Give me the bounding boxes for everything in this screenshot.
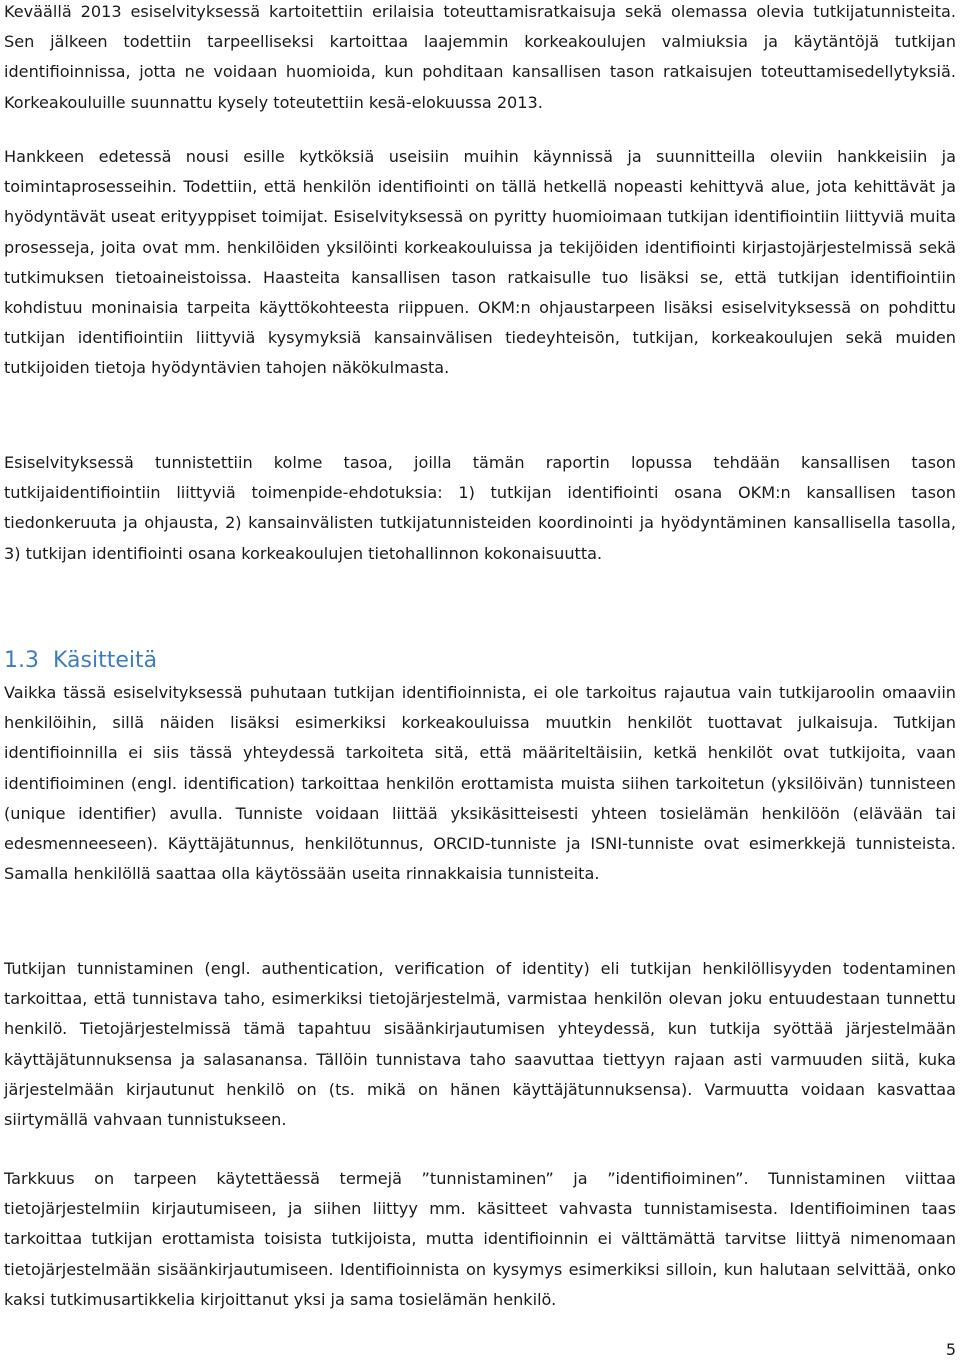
page-number: 5 [945,1340,956,1359]
paragraph-three-levels: Esiselvityksessä tunnistettiin kolme tasoa, joilla tämän raportin lopussa tehdään kansallisen tason tutkijaidentifiointiin liittyviä toimenpide-ehdotuksia: 1) tutkijan identifiointi osana OKM:n kansallisen tason tiedonkeruuta ja ohjausta, 2) kansainvälisten tutkijatunnisteiden koordinointi ja hyödyntäminen kansallisella tasolla, 3) tutkijan identifiointi osana korkeakoulujen tietohallinnon kokonaisuutta. [4,453,956,563]
section-title: Käsitteitä [53,648,158,673]
paragraph-authentication-definition: Tutkijan tunnistaminen (engl. authentication, verification of identity) eli tutkijan henkilöllisyyden todentaminen tarkoittaa, että tunnistava taho, esimerkiksi tietojärjestelmä, varmistaa henkilön olevan joku entuudestaan tunnettu henkilö. Tietojärjestelmissä tämä tapahtuu sisäänkirjautumisen yhteydessä, kun tutkija syöttää järjestelmään käyttäjätunnuksensa ja salasanansa. Tällöin tunnistava taho saavuttaa tiettyyn rajaan asti varmuuden siitä, kuka järjestelmään kirjautunut henkilö on (ts. mikä on hänen käyttäjätunnuksensa). Varmuutta voidaan kasvattaa siirtymällä vahvaan tunnistukseen. [4,959,956,1130]
paragraph-related-projects: Hankkeen edetessä nousi esille kytköksiä useisiin muihin käynnissä ja suunnitteilla oleviin hankkeisiin ja toimintaprosesseihin. Todettiin, että henkilön identifiointi on tällä hetkellä nopeasti kehittyvä alue, jota kehittävät ja hyödyntävät useat erityyppiset toimijat. Esiselvityksessä on pyritty huomioimaan tutkijan identifiointiin liittyviä muita prosesseja, joita ovat mm. henkilöiden yksilöinti korkeakouluissa ja tekijöiden identifiointi kirjastojärjestelmissä sekä tutkimuksen tietoaineistoissa. Haasteita kansallisen tason ratkaisulle tuo lisäksi se, että tutkijan identifiointiin kohdistuu moninaisia tarpeita käyttökohteesta riippuen. OKM:n ohjaustarpeen lisäksi esiselvityksessä on pohdittu tutkijan identifiointiin liittyviä kysymyksiä kansainvälisen tiedeyhteisön, tutkijan, korkeakoulujen sekä muiden tutkijoiden tietoja hyödyntävien tahojen näkökulmasta. [4,147,956,378]
section-heading [4,646,157,676]
paragraph-identification-definition: Vaikka tässä esiselvityksessä puhutaan tutkijan identifioinnista, ei ole tarkoitus rajautua vain tutkijaroolin omaaviin henkilöihin, sillä näiden lisäksi esimerkiksi korkeakouluissa muutkin henkilöt tuottavat julkaisuja. Tutkijan identifioinnilla ei siis tässä yhteydessä tarkoiteta sitä, että määriteltäisiin, ketkä henkilöt ovat tutkijoita, vaan identifioiminen (engl. identification) tarkoittaa henkilön erottamista muista siihen tarkoitetun (yksilöivän) tunnisteen (unique identifier) avulla. Tunniste voidaan liittää yksikäsitteisesti yhteen tosielämän henkilöön (elävään tai edesmenneeseen). Käyttäjätunnus, henkilötunnus, ORCID-tunniste ja ISNI-tunniste ovat esimerkkejä tunnisteista. Samalla henkilöllä saattaa olla käytössään useita rinnakkaisia tunnisteita. [4,683,956,884]
section-number: 1.3 [4,648,39,673]
paragraph-survey-background: Keväällä 2013 esiselvityksessä kartoitettiin erilaisia toteuttamisratkaisuja sekä olemassa olevia tutkijatunnisteita. Sen jälkeen todettiin tarpeelliseksi kartoittaa laajemmin korkeakoulujen valmiuksia ja käytäntöjä tutkijan identifioinnissa, jotta ne voidaan huomioida, kun pohditaan kansallisen tason ratkaisujen toteuttamisedellytyksiä. Korkeakouluille suunnattu kysely toteutettiin kesä-elokuussa 2013. [4,2,956,112]
paragraph-terminology-precision: Tarkkuus on tarpeen käytettäessä termejä ”tunnistaminen” ja ”identifioiminen”. Tunnistaminen viittaa tietojärjestelmiin kirjautumiseen, ja siihen liittyy mm. käsitteet vahvasta tunnistamisesta. Identifioiminen taas tarkoittaa tutkijan erottamista toisista tutkijoista, mutta identifioinnin ei välttämättä tarvitse liittyä nimenomaan tietojärjestelmään sisäänkirjautumiseen. Identifioinnista on kysymys esimerkiksi silloin, kun halutaan selvittää, onko kaksi tutkimusartikkelia kirjoittanut yksi ja sama tosielämän henkilö. [4,1169,956,1309]
